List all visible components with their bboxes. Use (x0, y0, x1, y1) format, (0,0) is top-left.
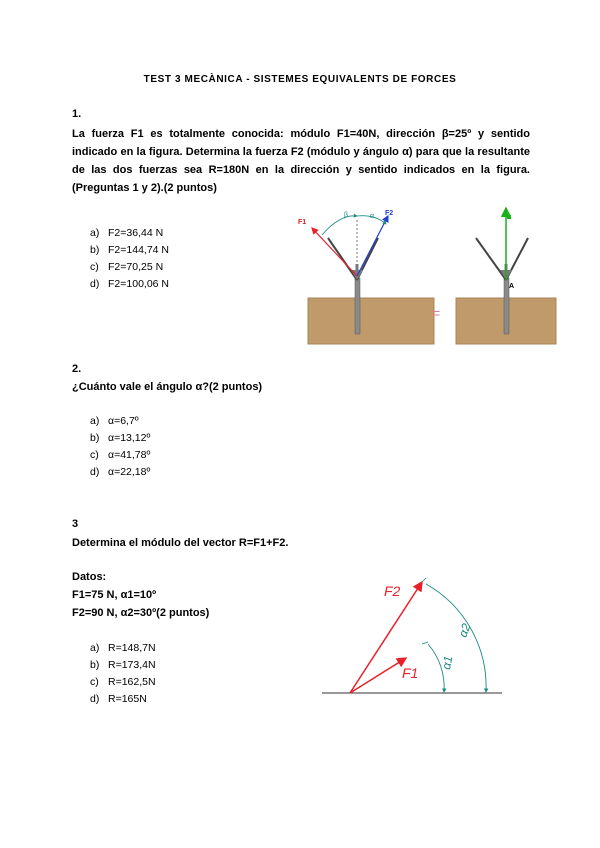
question-1-text: La fuerza F1 es totalmente conocida: módulo F1=40N, dirección β=25º y sentido indicado en la figura. Determina la fuerza F2 (módulo y ángulo α) para que la resultante de las dos fuerzas sea R=180N en la dirección y sentido indicados en la figura. (Preguntas 1 y 2).(2 puntos) (72, 128, 530, 194)
label-f2-3: F2 (384, 583, 401, 599)
label-a: A (509, 283, 515, 290)
post-left (355, 278, 360, 334)
data-line-1: F1=75 N, α1=10º (72, 589, 157, 601)
question-1-options (90, 225, 169, 293)
beta-arc (322, 216, 357, 235)
alpha2-arc (426, 584, 486, 692)
question-3-options (90, 640, 156, 708)
f2-arrow (357, 216, 388, 276)
question-2-options (90, 413, 150, 481)
label-alpha2: α2 (455, 621, 474, 640)
option-1b[interactable]: b) F2=144,74 N (90, 244, 170, 256)
option-2d[interactable]: d) α=22,18º (90, 466, 151, 478)
figure-3-vectors (318, 566, 504, 700)
option-3c[interactable]: c) R=162,5N (90, 676, 156, 688)
label-beta: β (344, 212, 349, 219)
ground-left (308, 298, 434, 344)
option-2c[interactable]: c) α=41,78º (90, 449, 151, 461)
f2-tick (422, 578, 426, 582)
data-line-2: F2=90 N, α2=30º(2 puntos) (72, 607, 210, 619)
option-1a[interactable]: a) F2=36,44 N (90, 227, 164, 239)
question-2-number: 2. (72, 363, 82, 375)
label-f1-3: F1 (402, 665, 419, 681)
f1-vector (350, 658, 406, 693)
figure-1-forces (300, 200, 560, 348)
option-3a[interactable]: a) R=148,7N (90, 642, 156, 654)
page-title: TEST 3 MECÀNICA - SISTEMES EQUIVALENTS DE FORCES (143, 74, 457, 85)
option-3d[interactable]: d) R=165N (90, 693, 147, 705)
option-1d[interactable]: d) F2=100,06 N (90, 278, 170, 290)
option-2a[interactable]: a) α=6,7º (90, 415, 139, 427)
cable-left-1 (328, 238, 357, 280)
f1-tick (422, 642, 428, 644)
f1-arrow (312, 228, 357, 276)
label-f2: F2 (385, 210, 394, 217)
question-1-number: 1. (72, 108, 82, 120)
equals-sign: = (432, 305, 441, 321)
option-2b[interactable]: b) α=13,12º (90, 432, 151, 444)
label-f1: F1 (298, 219, 307, 226)
option-1c[interactable]: c) F2=70,25 N (90, 261, 164, 273)
question-3-text: Determina el módulo del vector R=F1+F2. (72, 537, 289, 549)
label-alpha1: α1 (439, 654, 456, 671)
resultant-marker (507, 215, 511, 219)
data-title: Datos: (72, 571, 107, 583)
question-3-number: 3 (72, 518, 79, 530)
cable-left-2 (476, 238, 506, 280)
question-2-text: ¿Cuánto vale el ángulo α?(2 puntos) (72, 381, 263, 393)
label-alpha: α (370, 213, 375, 220)
option-3b[interactable]: b) R=173,4N (90, 659, 156, 671)
